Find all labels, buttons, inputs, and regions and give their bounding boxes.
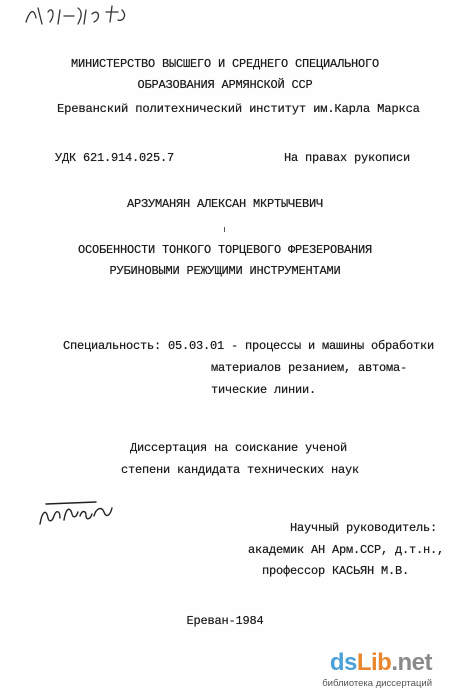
- thesis-title-line-2: РУБИНОВЫМИ РЕЖУЩИМИ ИНСТРУМЕНТАМИ: [109, 264, 341, 278]
- institute-name: Ереванский политехнический институт им.Карла Маркса: [57, 102, 420, 116]
- dslib-logo: dsLib.net: [329, 649, 432, 676]
- specialty-line-1: Специальность: 05.03.01 - процессы и машины обработки: [63, 339, 435, 353]
- place-and-year: Ереван-1984: [186, 614, 264, 628]
- thesis-title-line-1: ОСОБЕННОСТИ ТОНКОГО ТОРЦЕВОГО ФРЕЗЕРОВАНИЯ: [77, 243, 373, 257]
- supervisor-credentials: академик АН Арм.ССР, д.т.н.,: [248, 543, 445, 557]
- dissertation-line-2: степени кандидата технических наук: [121, 463, 360, 477]
- specialty-line-3: тические линии.: [211, 383, 317, 397]
- ministry-line-2: ОБРАЗОВАНИЯ АРМЯНСКОЙ ССР: [137, 78, 313, 92]
- supervisor-name: профессор КАСЬЯН М.В.: [262, 564, 410, 578]
- supervisor-label: Научный руководитель:: [290, 521, 438, 535]
- handwritten-corner-note: [22, 2, 132, 30]
- ministry-line-1: МИНИСТЕРСТВО ВЫСШЕГО И СРЕДНЕГО СПЕЦИАЛЬНОГО: [70, 57, 380, 71]
- manuscript-rights: На правах рукописи: [284, 151, 411, 165]
- dissertation-line-1: Диссертация на соискание ученой: [130, 441, 348, 455]
- dslib-subtitle: библиотека диссертаций: [322, 678, 432, 689]
- handwritten-signature: [36, 498, 116, 530]
- specialty-line-2: материалов резанием, автома-: [211, 361, 408, 375]
- dslib-watermark: [320, 650, 440, 692]
- udk-code: УДК 621.914.025.7: [55, 151, 175, 165]
- author-name: АРЗУМАНЯН АЛЕКСАН МКРТЫЧЕВИЧ: [126, 197, 324, 211]
- pen-tick-mark: [224, 227, 225, 232]
